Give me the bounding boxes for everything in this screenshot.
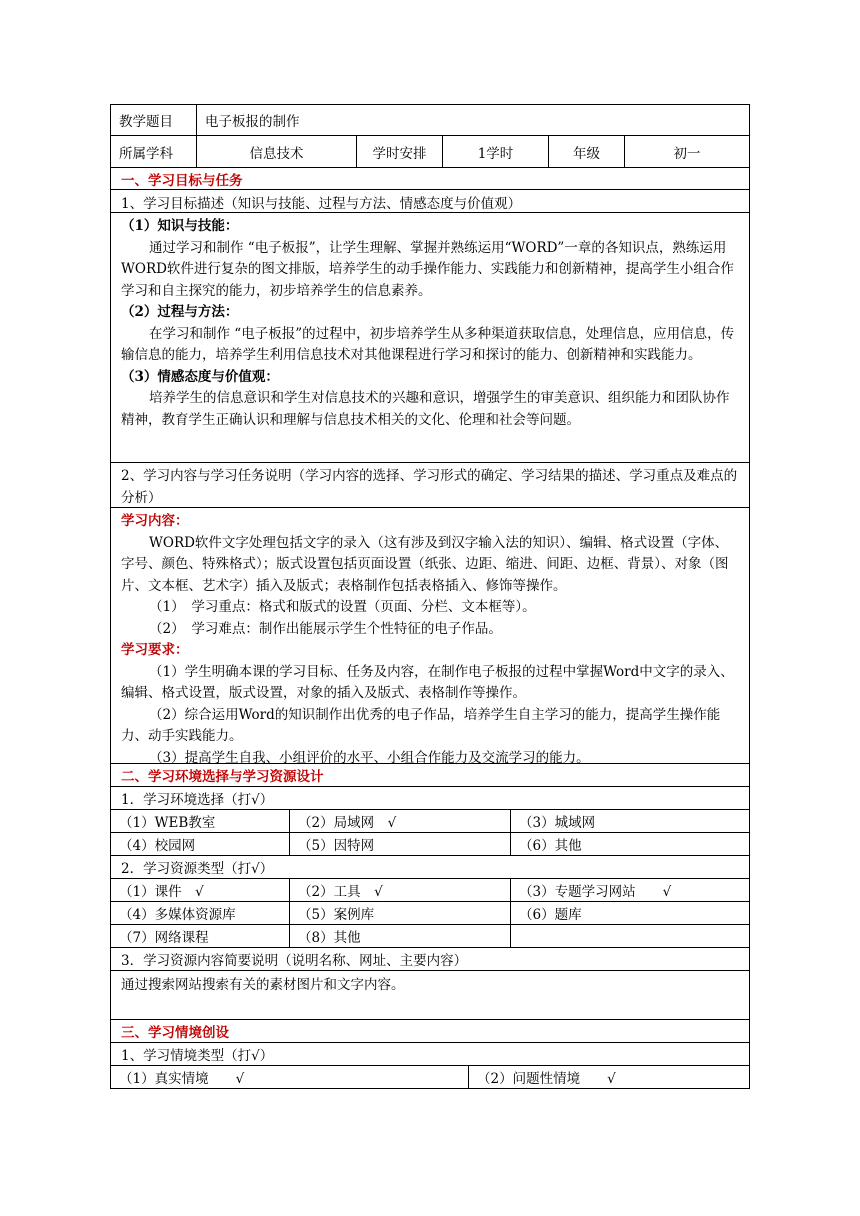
- resource-option: （4）多媒体资源库: [111, 902, 290, 924]
- resource-desc-title: 3．学习资源内容简要说明（说明名称、网址、主要内容）: [110, 948, 750, 971]
- requirements-title: 学习要求：: [121, 642, 189, 658]
- resource-option: （8）其他: [290, 925, 511, 947]
- requirement-2: （2）综合运用Word的知识制作出优秀的电子作品，培养学生自主学习的能力，提高学生操作能力、动手实践能力。: [121, 706, 721, 744]
- env-row-1: [110, 810, 750, 833]
- context-type-title: 1、学习情境类型（打√）: [110, 1043, 750, 1066]
- topic-row: [110, 104, 750, 136]
- emotion-text: 培养学生的信息意识和学生对信息技术的兴趣和意识，增强学生的审美意识、组织能力和团队协作精神，教育学生正确认识和理解与信息技术相关的文化、伦理和社会等问题。: [121, 390, 730, 428]
- content-title: 学习内容：: [121, 513, 189, 529]
- env-row-2: [110, 833, 750, 856]
- resource-option: （1）课件 √: [111, 879, 290, 901]
- process-title: （2）过程与方法：: [121, 304, 239, 320]
- content-text: WORD软件文字处理包括文字的录入（这有涉及到汉字输入法的知识）、编辑、格式设置（字体、字号、颜色、特殊格式）；版式设置包括页面设置（纸张、边距、缩进、间距、边框、背景）、对象（图片、文本框、艺术字）插入及版式；表格制作包括表格插入、修饰等操作。: [121, 534, 729, 594]
- resource-option: （2）工具 √: [290, 879, 511, 901]
- topic-value: 电子板报的制作: [205, 114, 300, 130]
- emotion-title: （3）情感态度与价值观：: [121, 368, 279, 385]
- grade-label: 年级: [549, 136, 625, 167]
- resource-title: 2．学习资源类型（打√）: [110, 856, 750, 879]
- context-type-row: [110, 1066, 750, 1089]
- resource-row-1: [110, 879, 750, 902]
- context-type-option: （1）真实情境 √: [111, 1066, 469, 1088]
- env-option: （3）城域网: [519, 815, 596, 831]
- section2-title: 二、学习环境选择与学习资源设计: [110, 764, 750, 787]
- env-option: （5）因特网: [290, 833, 511, 855]
- lesson-plan-document: [110, 104, 750, 1089]
- resource-row-3: [110, 925, 750, 948]
- env-option: （2）局域网 √: [290, 810, 511, 832]
- section3-title: 三、学习情境创设: [110, 1020, 750, 1043]
- topic-label: 教学题目: [111, 105, 197, 135]
- env-title: 1．学习环境选择（打√）: [110, 787, 750, 810]
- resource-option: （5）案例库: [290, 902, 511, 924]
- process-text: 在学习和制作 “电子板报”的过程中，初步培养学生从多种渠道获取信息，处理信息，应用信息，传输信息的能力，培养学生利用信息技术对其他课程进行学习和探讨的能力、创新精神和实践能力。: [121, 325, 735, 363]
- env-option: （4）校园网: [111, 833, 290, 855]
- goal-desc: 1、学习目标描述（知识与技能、过程与方法、情感态度与价值观）: [110, 190, 750, 213]
- knowledge-text: 通过学习和制作 “电子板报”，让学生理解、掌握并熟练运用“WORD”一章的各知识点，熟练运用WORD软件进行复杂的图文排版，培养学生的动手操作能力、实践能力和创新精神，提高学生小组合作学习和自主探究的能力，初步培养学生的信息素养。: [121, 239, 734, 299]
- subject-row: [110, 136, 750, 168]
- section1-title: 一、学习目标与任务: [110, 168, 750, 190]
- difficulty: （2） 学习难点：制作出能展示学生个性特征的电子作品。: [149, 620, 502, 637]
- env-option: （6）其他: [519, 838, 582, 854]
- resource-option: [511, 925, 749, 947]
- hours-value: 1学时: [443, 136, 549, 167]
- key-point: （1） 学习重点：格式和版式的设置（页面、分栏、文本框等）。: [149, 599, 536, 615]
- context-type-option: （2）问题性情境 √: [477, 1071, 616, 1087]
- resource-option: （7）网络课程: [111, 925, 290, 947]
- env-option: （1）WEB教室: [111, 810, 290, 832]
- requirement-3: （3）提高学生自我、小组评价的水平、小组合作能力及交流学习的能力。: [149, 749, 590, 766]
- resource-option: （3）专题学习网站 √: [519, 884, 672, 900]
- resource-row-2: [110, 902, 750, 925]
- requirement-1: （1）学生明确本课的学习目标、任务及内容，在制作电子板报的过程中掌握Word中文字的录入、编辑、格式设置，版式设置，对象的插入及版式、表格制作等操作。: [121, 663, 734, 701]
- hours-label: 学时安排: [357, 136, 443, 167]
- content-body: [110, 508, 750, 764]
- subject-label: 所属学科: [111, 136, 197, 167]
- resource-option: （6）题库: [519, 907, 582, 923]
- grade-value: 初一: [673, 145, 701, 162]
- subject-value: 信息技术: [197, 136, 357, 167]
- goal-body: [110, 213, 750, 463]
- content-desc-text: 2、学习内容与学习任务说明（学习内容的选择、学习形式的确定、学习结果的描述、学习重点及难点的分析）: [121, 468, 738, 506]
- content-desc: [110, 463, 750, 508]
- knowledge-title: （1）知识与技能：: [121, 218, 239, 234]
- resource-desc-text: 通过搜索网站搜索有关的素材图片和文字内容。: [110, 971, 750, 1020]
